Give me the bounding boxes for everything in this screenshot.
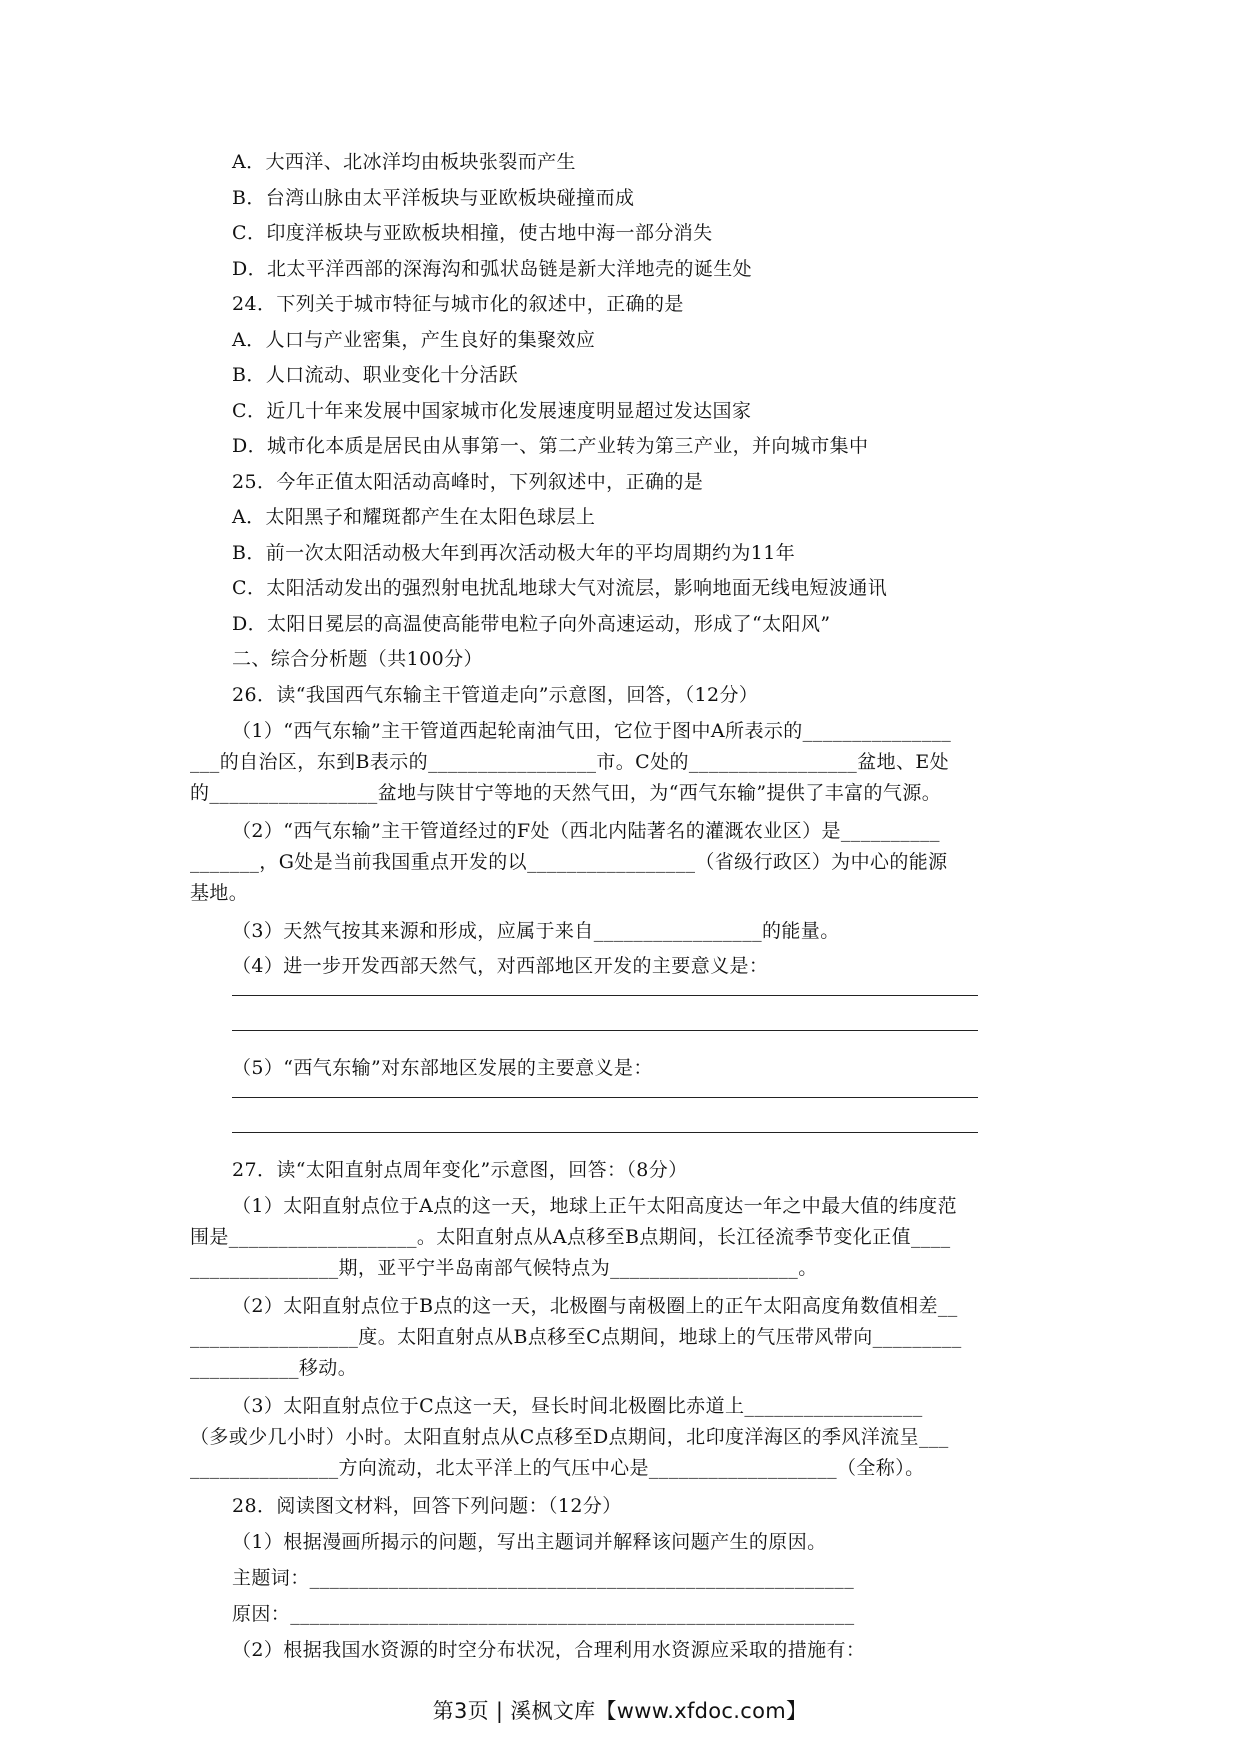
- q26-part4-answer-line-1[interactable]: [232, 995, 978, 996]
- q28-reason-field[interactable]: 原因：_________________________________________________________: [232, 1603, 855, 1625]
- q24-option-a: A．人口与产业密集，产生良好的集聚效应: [232, 329, 596, 351]
- q26-part1-line3: 的_________________盆地与陕甘宁等地的天然气田，为“西气东输”提供了丰富的气源。: [190, 782, 942, 804]
- q23-option-d: D．北太平洋西部的深海沟和弧状岛链是新大洋地壳的诞生处: [232, 258, 753, 280]
- q26-part2-line2: _______，G处是当前我国重点开发的以_________________（省级行政区）为中心的能源: [190, 851, 948, 873]
- q27-part2-line1: （2）太阳直射点位于B点的这一天，北极圈与南极圈上的正午太阳高度角数值相差__: [232, 1295, 958, 1317]
- q27-part3-line3: _______________方向流动，北太平洋上的气压中心是___________________（全称）。: [190, 1457, 925, 1479]
- q25-stem: 25．今年正值太阳活动高峰时，下列叙述中，正确的是: [232, 471, 704, 493]
- q26-part2-line1: （2）“西气东输”主干管道经过的F处（西北内陆著名的灌溉农业区）是__________: [232, 820, 940, 842]
- q24-option-b: B．人口流动、职业变化十分活跃: [232, 364, 518, 386]
- q26-part5-answer-line-1[interactable]: [232, 1097, 978, 1098]
- q26-part5: （5）“西气东输”对东部地区发展的主要意义是：: [232, 1057, 653, 1079]
- page-footer: 第3页 | 溪枫文库【www.xfdoc.com】: [432, 1699, 808, 1723]
- q24-stem: 24．下列关于城市特征与城市化的叙述中，正确的是: [232, 293, 684, 315]
- q24-option-c: C．近几十年来发展中国家城市化发展速度明显超过发达国家: [232, 400, 752, 422]
- q26-stem: 26．读“我国西气东输主干管道走向”示意图，回答，（12分）: [232, 684, 759, 706]
- q28-part2: （2）根据我国水资源的时空分布状况，合理利用水资源应采取的措施有：: [232, 1639, 866, 1661]
- q25-option-b: B．前一次太阳活动极大年到再次活动极大年的平均周期约为11年: [232, 542, 796, 564]
- q27-part1-line1: （1）太阳直射点位于A点的这一天，地球上正午太阳高度达一年之中最大值的纬度范: [232, 1195, 958, 1217]
- q26-part3: （3）天然气按其来源和形成，应属于来自_________________的能量。: [232, 920, 840, 942]
- q25-option-c: C．太阳活动发出的强烈射电扰乱地球大气对流层，影响地面无线电短波通讯: [232, 577, 888, 599]
- q23-option-b: B．台湾山脉由太平洋板块与亚欧板块碰撞而成: [232, 187, 635, 209]
- q27-stem: 27．读“太阳直射点周年变化”示意图，回答：（8分）: [232, 1159, 688, 1181]
- q27-part2-line3: ___________移动。: [190, 1357, 358, 1379]
- q26-part4: （4）进一步开发西部天然气，对西部地区开发的主要意义是：: [232, 955, 769, 977]
- q28-theme-word-field[interactable]: 主题词：_______________________________________________________: [232, 1567, 855, 1589]
- q26-part5-answer-line-2[interactable]: [232, 1132, 978, 1133]
- q28-part1: （1）根据漫画所揭示的问题，写出主题词并解释该问题产生的原因。: [232, 1531, 827, 1553]
- q26-part2-line3: 基地。: [190, 882, 249, 904]
- q27-part2-line2: _________________度。太阳直射点从B点移至C点期间，地球上的气压带风带向_________: [190, 1326, 962, 1348]
- section-2-heading: 二、综合分析题（共100分）: [232, 648, 483, 670]
- q26-part1-line1: （1）“西气东输”主干管道西起轮南油气田，它位于图中A所表示的_______________: [232, 720, 952, 742]
- q27-part3-line1: （3）太阳直射点位于C点这一天，昼长时间北极圈比赤道上__________________: [232, 1395, 923, 1417]
- q25-option-a: A．太阳黑子和耀斑都产生在太阳色球层上: [232, 506, 596, 528]
- q23-option-c: C．印度洋板块与亚欧板块相撞，使古地中海一部分消失: [232, 222, 713, 244]
- q28-stem: 28．阅读图文材料，回答下列问题：（12分）: [232, 1495, 622, 1517]
- q26-part1-line2: ___的自治区，东到B表示的_________________市。C处的_________________盆地、E处: [190, 751, 950, 773]
- q23-option-a: A．大西洋、北冰洋均由板块张裂而产生: [232, 151, 576, 173]
- q27-part3-line2: （多或少几小时）小时。太阳直射点从C点移至D点期间，北印度洋海区的季风洋流呈___: [190, 1426, 949, 1448]
- q27-part1-line3: _______________期，亚平宁半岛南部气候特点为___________________。: [190, 1257, 818, 1279]
- q25-option-d: D．太阳日冕层的高温使高能带电粒子向外高速运动，形成了“太阳风”: [232, 613, 831, 635]
- q26-part4-answer-line-2[interactable]: [232, 1030, 978, 1031]
- q24-option-d: D．城市化本质是居民由从事第一、第二产业转为第三产业，并向城市集中: [232, 435, 869, 457]
- q27-part1-line2: 围是___________________。太阳直射点从A点移至B点期间，长江径流季节变化正值____: [190, 1226, 951, 1248]
